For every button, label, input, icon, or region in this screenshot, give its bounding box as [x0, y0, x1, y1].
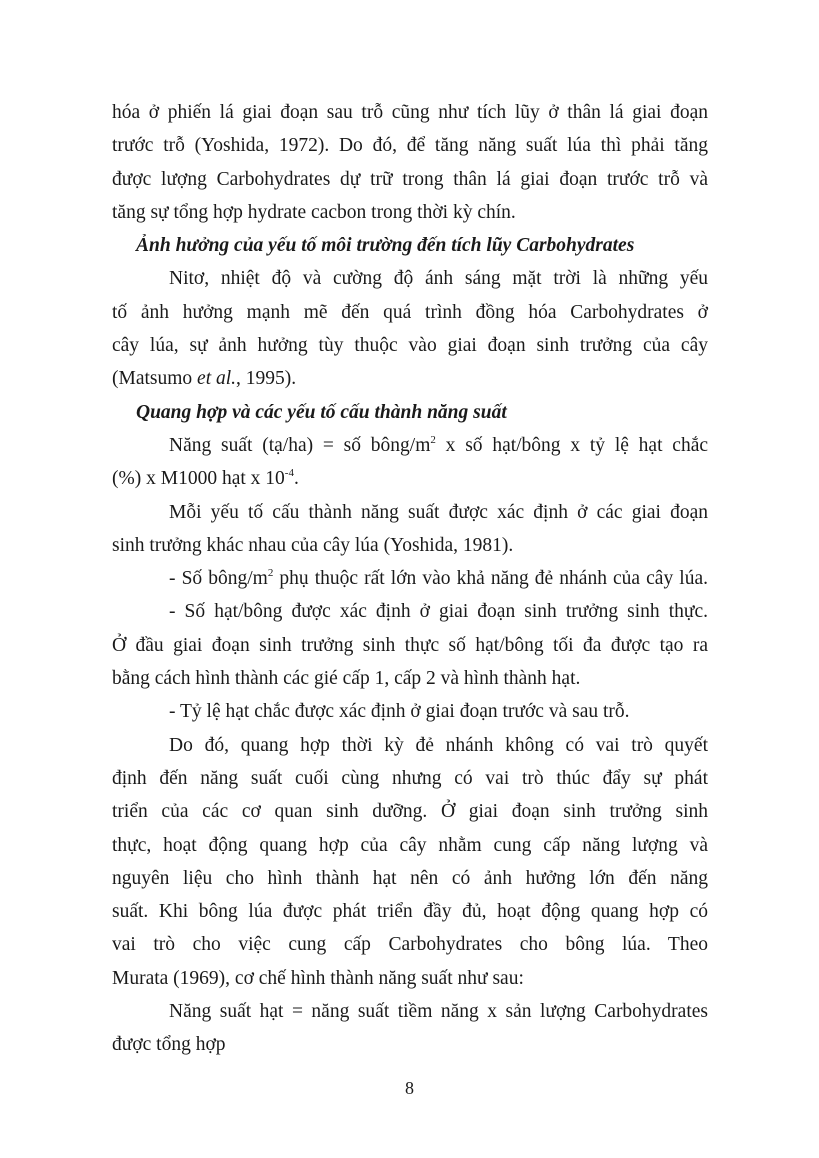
text-line: thực, hoạt động quang hợp của cây nhằm cung cấp năng lượng và [112, 834, 708, 856]
text-segment: x số hạt/bông x tỷ lệ hạt chắc [435, 434, 709, 456]
citation-etal: et al. [197, 368, 237, 390]
yield-formula-line [112, 462, 708, 495]
bullet-line: - Tỷ lệ hạt chắc được xác định ở giai đoạn trước và sau trỗ. [169, 701, 630, 723]
text-line: suất. Khi bông lúa được phát triển đầy đủ, hoạt động quang hợp có [112, 901, 708, 923]
text-segment: Năng suất (tạ/ha) = số bông/m [169, 434, 431, 456]
bullet-line [112, 562, 708, 595]
text-line: Murata (1969), cơ chế hình thành năng suất như sau: [112, 967, 524, 989]
text-segment: (%) x M1000 hạt x 10 [112, 468, 285, 490]
text-line [112, 362, 708, 395]
text-line: triển của các cơ quan sinh dưỡng. Ở giai đoạn sinh trưởng sinh [112, 801, 708, 823]
text-line: nguyên liệu cho hình thành hạt nên có ảnh hưởng lớn đến năng [112, 867, 708, 889]
text-line: vai trò cho việc cung cấp Carbohydrates cho bông lúa. Theo [112, 934, 708, 956]
section-heading-environment: Ảnh hưởng của yếu tố môi trường đến tích lũy Carbohydrates [136, 235, 635, 257]
superscript: 2 [267, 567, 274, 580]
yield-formula-line [112, 429, 708, 462]
section-heading-photosynthesis: Quang hợp và các yếu tố cấu thành năng suất [136, 401, 507, 423]
text-segment: , 1995). [236, 368, 297, 390]
text-line: định đến năng suất cuối cùng nhưng có vai trò thúc đẩy sự phát [112, 767, 708, 789]
text-line: Nitơ, nhiệt độ và cường độ ánh sáng mặt trời là những yếu [169, 268, 708, 290]
superscript: -4 [284, 467, 294, 480]
page-number: 8 [405, 1078, 414, 1098]
bullet-line: - Số hạt/bông được xác định ở giai đoạn sinh trưởng sinh thực. [169, 601, 708, 623]
text-line: được tổng hợp [112, 1034, 226, 1056]
text-segment: . [293, 468, 299, 490]
text-line: sinh trưởng khác nhau của cây lúa (Yoshida, 1981). [112, 534, 514, 556]
text-line: trước trỗ (Yoshida, 1972). Do đó, để tăng năng suất lúa thì phải tăng [112, 135, 708, 157]
superscript: 2 [430, 433, 436, 446]
page-body [112, 96, 708, 1062]
text-line: bằng cách hình thành các gié cấp 1, cấp 2 và hình thành hạt. [112, 668, 581, 690]
text-line: cây lúa, sự ảnh hưởng tùy thuộc vào giai đoạn sinh trưởng của cây [112, 335, 708, 357]
text-segment: - Số bông/m [169, 568, 268, 590]
text-line: Do đó, quang hợp thời kỳ đẻ nhánh không có vai trò quyết [169, 734, 708, 756]
text-segment: phụ thuộc rất lớn vào khả năng đẻ nhánh của cây lúa. [273, 568, 708, 590]
text-line: Ở đầu giai đoạn sinh trưởng sinh thực số hạt/bông tối đa được tạo ra [112, 634, 708, 656]
text-line: tăng sự tổng hợp hydrate cacbon trong thời kỳ chín. [112, 201, 516, 223]
text-line: được lượng Carbohydrates dự trữ trong thân lá giai đoạn trước trỗ và [112, 168, 708, 190]
text-line: Mỗi yếu tố cấu thành năng suất được xác định ở các giai đoạn [169, 501, 708, 523]
text-line: Năng suất hạt = năng suất tiềm năng x sản lượng Carbohydrates [169, 1001, 708, 1023]
text-line: hóa ở phiến lá giai đoạn sau trỗ cũng như tích lũy ở thân lá giai đoạn [112, 102, 708, 123]
text-line: tố ảnh hưởng mạnh mẽ đến quá trình đồng hóa Carbohydrates ở [112, 301, 708, 323]
text-segment: (Matsumo [112, 368, 198, 390]
